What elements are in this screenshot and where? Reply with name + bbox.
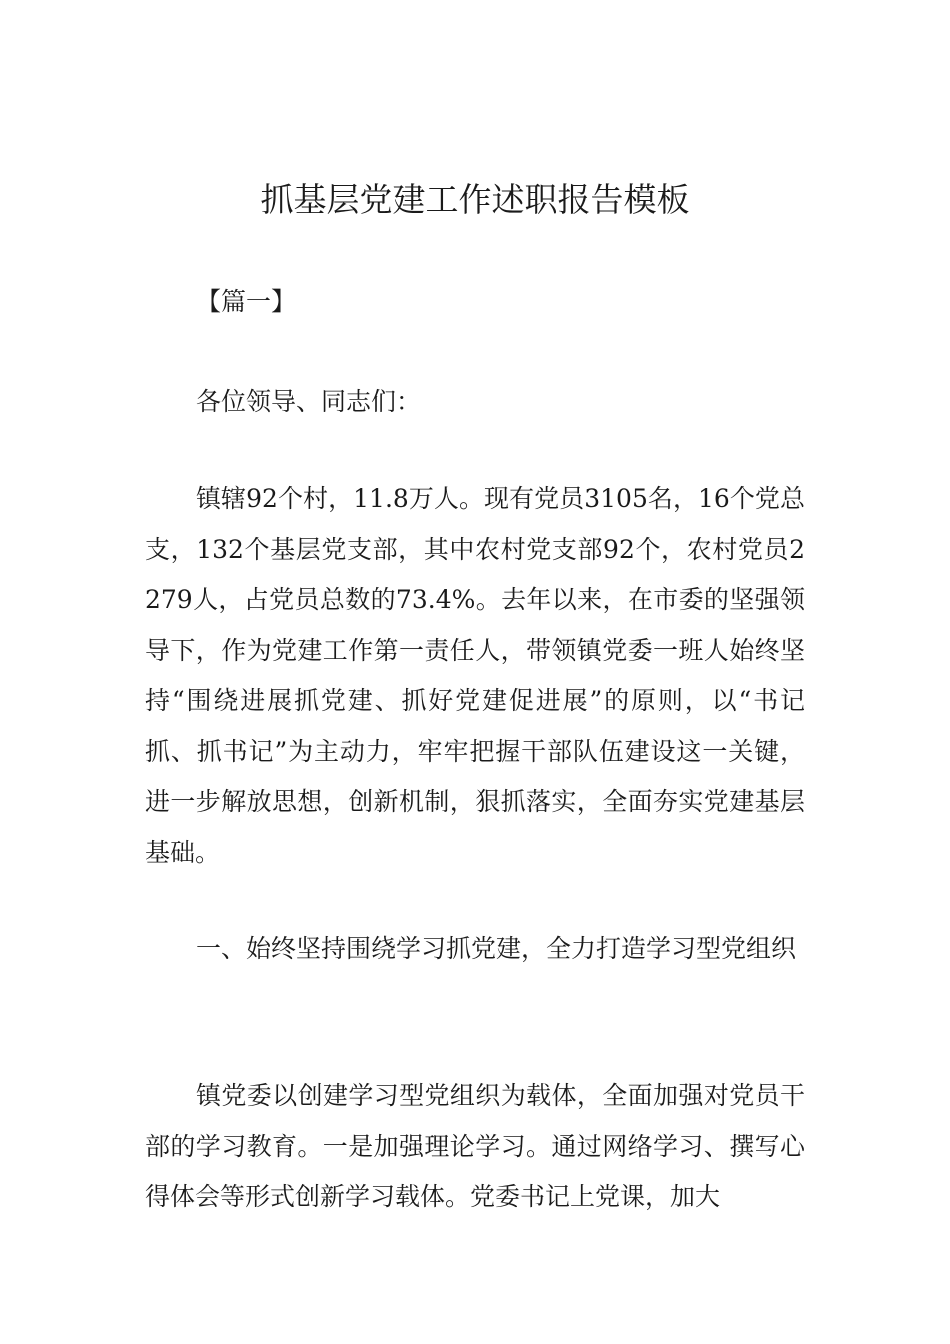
body-paragraph-1: 镇党委以创建学习型党组织为载体，全面加强对党员干部的学习教育。一是加强理论学习。通过网络学习、撰写心得体会等形式创新学习载体。党委书记上党课，加大 bbox=[145, 1081, 805, 1211]
intro-paragraph: 镇辖92个村，11.8万人。现有党员3105名，16个党总支，132个基层党支部，其中农村党支部92个，农村党员2279人，占党员总数的73.4%。去年以来，在市委的坚强领导下，作为党建工作第一责任人，带领镇党委一班人始终坚持“围绕进展抓党建、抓好党建促进展”的原则，以“书记抓、抓书记”为主动力，牢牢把握干部队伍建设这一关键，进一步解放思想，创新机制，狠抓落实，全面夯实党建基层基础。 bbox=[145, 484, 805, 867]
section-heading-1: 一、始终坚持围绕学习抓党建，全力打造学习型党组织 bbox=[196, 934, 797, 963]
greeting-paragraph: 各位领导、同志们： bbox=[196, 387, 422, 416]
section-label: 【篇一】 bbox=[196, 287, 297, 316]
document-title: 抓基层党建工作述职报告模板 bbox=[260, 180, 690, 219]
